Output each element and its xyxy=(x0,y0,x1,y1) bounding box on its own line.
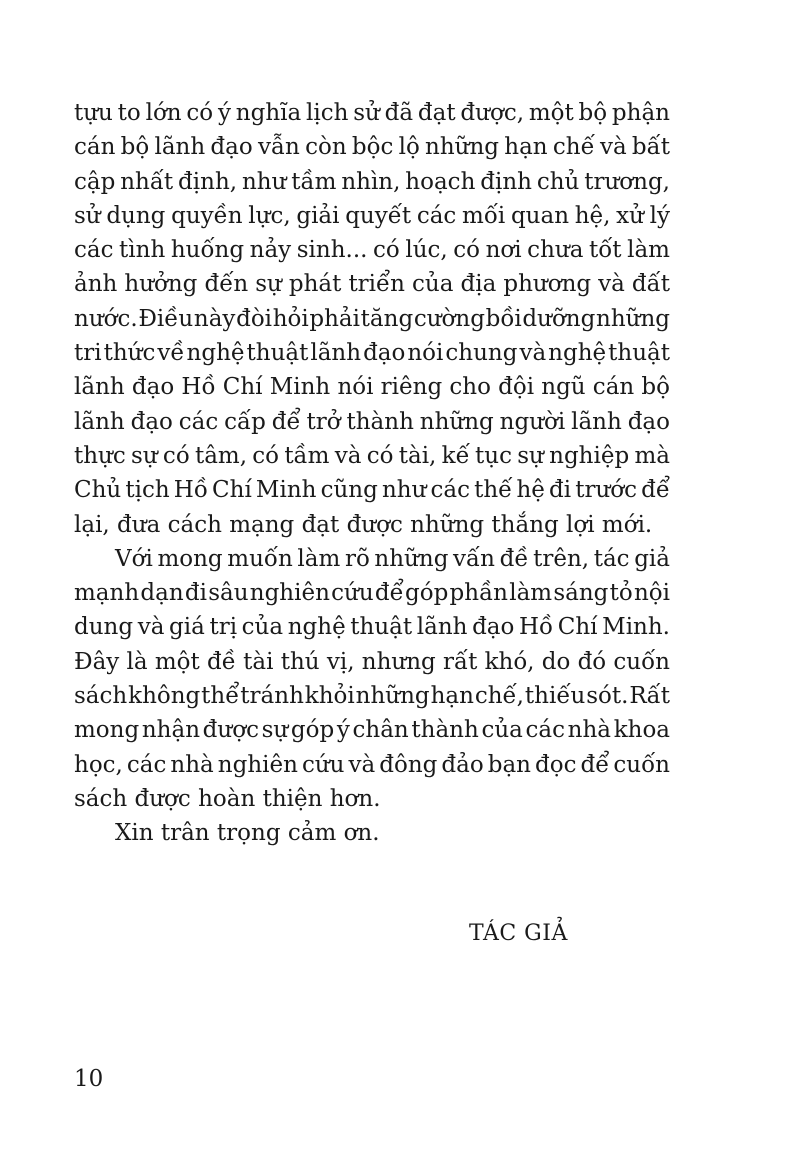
paragraph-line: thực sự có tâm, có tầm và có tài, kế tục sự nghiệp mà xyxy=(74,442,670,469)
paragraph-line: sử dụng quyền lực, giải quyết các mối quan hệ, xử lý xyxy=(74,202,670,229)
page-number: 10 xyxy=(74,1066,104,1092)
paragraph-line: nước. Điều này đòi hỏi phải tăng cường bồi dưỡng những xyxy=(74,305,670,332)
paragraph-line: cập nhất định, như tầm nhìn, hoạch định chủ trương, xyxy=(74,168,670,195)
paragraph-line: học, các nhà nghiên cứu và đông đảo bạn đọc để cuốn xyxy=(74,751,670,778)
paragraph-line: Đây là một đề tài thú vị, nhưng rất khó, do đó cuốn xyxy=(74,648,670,675)
paragraph-2 xyxy=(74,542,670,816)
paragraph-line: tựu to lớn có ý nghĩa lịch sử đã đạt được, một bộ phận xyxy=(74,100,670,126)
paragraph-1 xyxy=(74,96,670,542)
paragraph-line: các tình huống nảy sinh... có lúc, có nơi chưa tốt làm xyxy=(74,237,670,264)
paragraph-line: Với mong muốn làm rõ những vấn đề trên, tác giả xyxy=(115,545,670,572)
paragraph-line: sách được hoàn thiện hơn. xyxy=(74,785,381,812)
paragraph-line: ảnh hưởng đến sự phát triển của địa phương và đất xyxy=(74,271,670,298)
closing-line: Xin trân trọng cảm ơn. xyxy=(115,820,380,847)
paragraph-line: mạnh dạn đi sâu nghiên cứu để góp phần làm sáng tỏ nội xyxy=(74,580,670,607)
paragraph-line: dung và giá trị của nghệ thuật lãnh đạo Hồ Chí Minh. xyxy=(74,614,670,641)
paragraph-line: tri thức về nghệ thuật lãnh đạo nói chung và nghệ thuật xyxy=(74,340,670,367)
author-signature: TÁC GIẢ xyxy=(469,921,568,946)
paragraph-line: lại, đưa cách mạng đạt được những thắng lợi mới. xyxy=(74,511,653,538)
paragraph-line: mong nhận được sự góp ý chân thành của các nhà khoa xyxy=(74,717,670,744)
paragraph-line: Chủ tịch Hồ Chí Minh cũng như các thế hệ đi trước để xyxy=(74,477,670,504)
paragraph-line: cán bộ lãnh đạo vẫn còn bộc lộ những hạn chế và bất xyxy=(74,134,670,161)
paragraph-line: sách không thể tránh khỏi những hạn chế, thiếu sót. Rất xyxy=(74,683,670,710)
paragraph-line: lãnh đạo Hồ Chí Minh nói riêng cho đội ngũ cán bộ xyxy=(74,374,670,401)
paragraph-line: lãnh đạo các cấp để trở thành những người lãnh đạo xyxy=(74,408,670,435)
page-body xyxy=(74,96,670,851)
